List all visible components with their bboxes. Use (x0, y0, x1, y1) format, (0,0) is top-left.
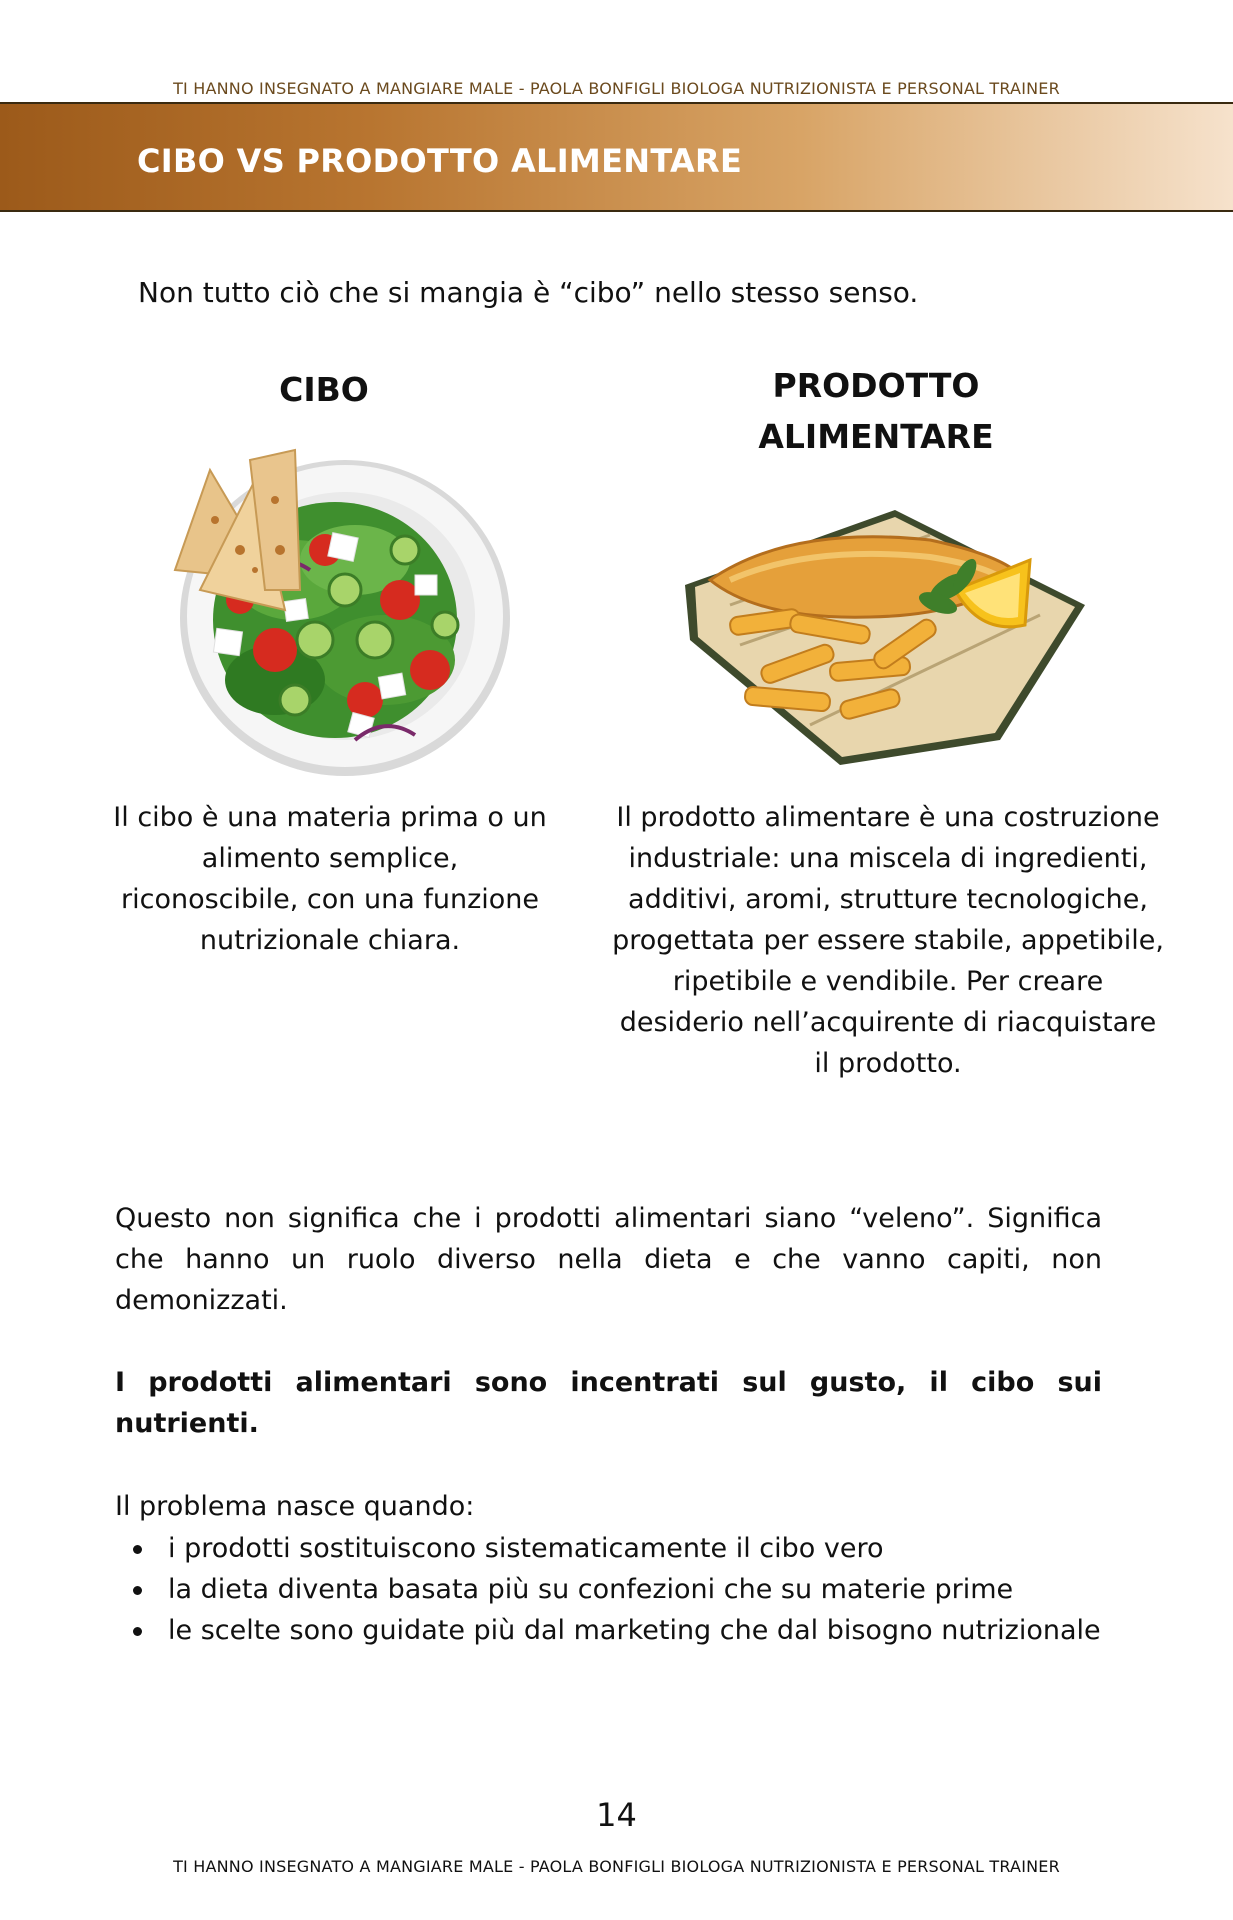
column-text-prodotto: Il prodotto alimentare è una costruzione industriale: una miscela di ingredienti, additivi, aromi, strutture tecnologiche, progettata per essere stabile, appetibile, ripetibile e vendibile. Per creare desiderio nell’acquirente di riacquistare il prodotto. (612, 802, 1164, 1079)
problem-list (115, 1528, 1102, 1651)
salad-plate-illustration (155, 440, 515, 780)
section-title: CIBO VS PRODOTTO ALIMENTARE (137, 142, 743, 180)
running-head-top: TI HANNO INSEGNATO A MANGIARE MALE - PAOLA BONFIGLI BIOLOGA NUTRIZIONISTA E PERSONAL TRAINER (173, 79, 1060, 98)
bullet-icon (133, 1627, 142, 1636)
list-item-text: le scelte sono guidate più dal marketing che dal bisogno nutrizionale (168, 1615, 1101, 1646)
column-text-cibo: Il cibo è una materia prima o un alimento semplice, riconoscibile, con una funzione nutrizionale chiara. (113, 802, 547, 956)
page-number: 14 (596, 1796, 637, 1834)
paragraph-key-point: I prodotti alimentari sono incentrati sul gusto, il cibo sui nutrienti. (115, 1367, 1102, 1439)
bullet-icon (133, 1586, 142, 1595)
intro-text: Non tutto ciò che si mangia è “cibo” nello stesso senso. (138, 276, 919, 309)
section-banner (0, 102, 1233, 212)
list-item (115, 1610, 1102, 1651)
column-title-prodotto: PRODOTTO ALIMENTARE (758, 366, 994, 456)
list-item-text: i prodotti sostituiscono sistematicamente il cibo vero (168, 1533, 884, 1564)
paragraph-problem-intro: Il problema nasce quando: (115, 1491, 475, 1522)
paragraph-veleno: Questo non significa che i prodotti alimentari siano “veleno”. Significa che hanno un ruolo diverso nella dieta e che vanno capiti, non demonizzati. (115, 1203, 1102, 1316)
list-item (115, 1569, 1102, 1610)
list-item-text: la dieta diventa basata più su confezioni che su materie prime (168, 1574, 1014, 1605)
bullet-icon (133, 1545, 142, 1554)
list-item (115, 1528, 1102, 1569)
fish-and-chips-illustration (670, 495, 1090, 775)
running-head-bottom: TI HANNO INSEGNATO A MANGIARE MALE - PAOLA BONFIGLI BIOLOGA NUTRIZIONISTA E PERSONAL TRAINER (173, 1857, 1060, 1876)
column-title-cibo: CIBO (279, 370, 369, 409)
